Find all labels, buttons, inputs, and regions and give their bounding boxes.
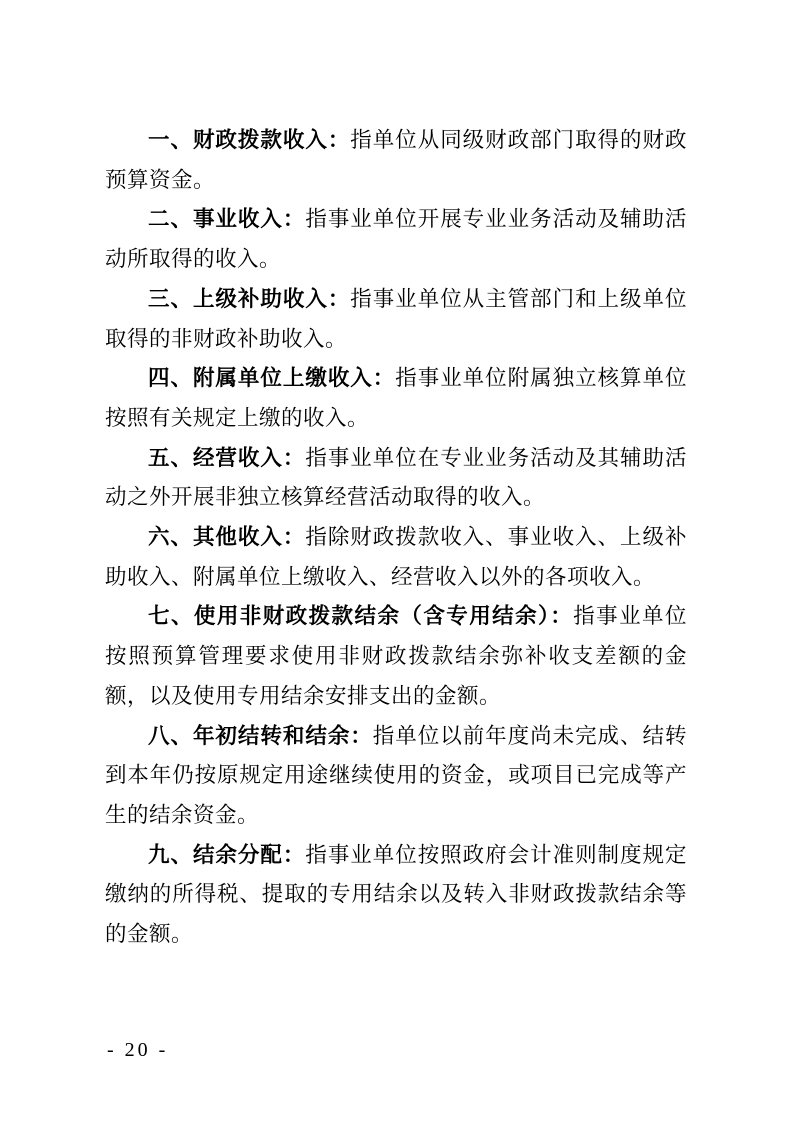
term-definition: 指事业单位开展专业业务活动及辅助活动所取得的收入。 xyxy=(105,207,687,272)
term-definition: 指事业单位按照预算管理要求使用非财政拨款结余弥补收支差额的金额，以及使用专用结余安排支出的金额。 xyxy=(105,604,687,708)
term-definition: 指事业单位按照政府会计准则制度规定缴纳的所得税、提取的专用结余以及转入非财政拨款结余等的金额。 xyxy=(105,842,687,947)
term-heading: 七、使用非财政拨款结余（含专用结余）： xyxy=(148,604,574,629)
term-definition: 指事业单位附属独立核算单位按照有关规定上缴的收入。 xyxy=(105,366,687,430)
definition-paragraph-1 xyxy=(105,121,687,200)
term-heading: 九、结余分配： xyxy=(148,842,306,867)
term-definition: 指除财政拨款收入、事业收入、上级补助收入、附属单位上缴收入、经营收入以外的各项收入。 xyxy=(105,525,687,589)
term-heading: 四、附属单位上缴收入： xyxy=(148,366,396,391)
definition-paragraph-3 xyxy=(105,280,687,359)
definition-paragraph-6 xyxy=(105,518,687,597)
term-heading: 二、事业收入： xyxy=(148,207,306,232)
term-heading: 八、年初结转和结余： xyxy=(148,723,373,748)
term-heading: 一、财政拨款收入： xyxy=(148,128,351,152)
term-definition: 指事业单位在专业业务活动及其辅助活动之外开展非独立核算经营活动取得的收入。 xyxy=(105,445,687,510)
definition-paragraph-7 xyxy=(105,597,687,716)
document-body xyxy=(105,121,687,955)
definition-paragraph-2 xyxy=(105,200,687,279)
definition-paragraph-5 xyxy=(105,439,687,518)
definition-paragraph-8 xyxy=(105,717,687,836)
page-number: - 20 - xyxy=(107,1039,169,1061)
term-definition: 指事业单位从主管部门和上级单位取得的非财政补助收入。 xyxy=(105,286,687,351)
term-heading: 三、上级补助收入： xyxy=(148,286,351,311)
definition-paragraph-9 xyxy=(105,836,687,955)
term-heading: 六、其他收入： xyxy=(148,525,306,550)
term-heading: 五、经营收入： xyxy=(148,445,306,470)
term-definition: 指单位以前年度尚未完成、结转到本年仍按原规定用途继续使用的资金，或项目已完成等产生的结余资金。 xyxy=(105,723,687,827)
term-definition: 指单位从同级财政部门取得的财政预算资金。 xyxy=(105,128,687,192)
definition-paragraph-4 xyxy=(105,359,687,438)
